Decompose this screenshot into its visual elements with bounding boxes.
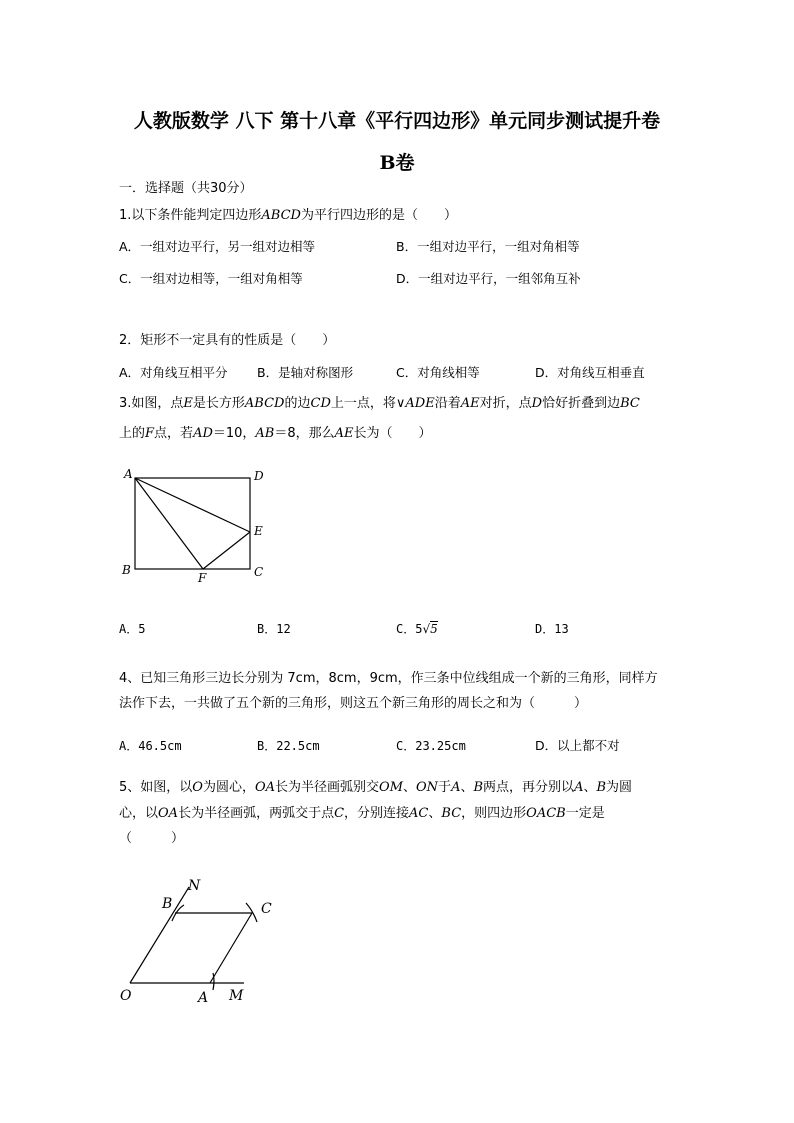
label-a: A bbox=[124, 467, 133, 481]
q3-stem-line2: 上的F点，若AD＝10，AB＝8，那么AE长为（ ） bbox=[119, 426, 432, 441]
q1-option-b[interactable]: B．一组对边平行，一组对角相等 bbox=[396, 239, 580, 254]
q5-stem-line2: 心，以OA长为半径画弧，两弧交于点C，分别连接AC、BC，则四边形OACB一定是 bbox=[119, 806, 605, 821]
q3-option-a[interactable]: A．5 bbox=[119, 622, 146, 636]
q3-figure-rectangle bbox=[112, 462, 274, 586]
q3-option-d[interactable]: D．13 bbox=[535, 622, 569, 636]
q5-stem-line1: 5、如图，以O为圆心，OA长为半径画弧别交OM、ON于A、B两点，再分别以A、B为圆 bbox=[119, 780, 633, 795]
arc-at-a bbox=[213, 973, 214, 990]
q5-stem-line3: （ ） bbox=[119, 831, 185, 846]
label-c: C bbox=[254, 565, 264, 579]
label-b: B bbox=[162, 896, 173, 912]
section-heading: 一．选择题（共30分） bbox=[119, 181, 253, 196]
q4-option-c[interactable]: C．23.25cm bbox=[396, 739, 466, 753]
segment-fe bbox=[203, 532, 250, 569]
document-title: 人教版数学 八下 第十八章《平行四边形》单元同步测试提升卷 bbox=[133, 110, 661, 132]
q2-option-a[interactable]: A．对角线互相平分 bbox=[119, 365, 228, 380]
q4-stem-line2: 法作下去，一共做了五个新的三角形，则这五个新三角形的周长之和为（ ） bbox=[119, 696, 588, 711]
q1-option-c[interactable]: C．一组对边相等，一组对角相等 bbox=[119, 271, 303, 286]
sqrt-radicand: 5 bbox=[430, 622, 438, 636]
q3-stem-line1: 3.如图，点E是长方形ABCD的边CD上一点，将∨ADE沿着AE对折，点D恰好折叠到边BC bbox=[119, 396, 640, 411]
q3-option-c[interactable]: C．5√5 bbox=[396, 622, 438, 636]
label-o: O bbox=[120, 988, 132, 1004]
q2-stem: 2．矩形不一定具有的性质是（ ） bbox=[119, 333, 336, 348]
segment-ac bbox=[210, 913, 252, 983]
label-m: M bbox=[229, 988, 244, 1004]
label-b: B bbox=[122, 563, 131, 577]
q5-figure-rhombus bbox=[112, 870, 287, 1010]
ray-on bbox=[130, 887, 189, 983]
document-subtitle: B卷 bbox=[379, 152, 415, 174]
segment-ae bbox=[135, 478, 250, 532]
label-f: F bbox=[198, 571, 207, 585]
q4-stem-line1: 4、已知三角形三边长分别为 7cm，8cm，9cm，作三条中位线组成一个新的三角形，同样方 bbox=[119, 671, 658, 686]
q1-option-d[interactable]: D．一组对边平行，一组邻角互补 bbox=[396, 271, 581, 286]
q4-option-a[interactable]: A．46.5cm bbox=[119, 739, 182, 753]
label-n: N bbox=[188, 878, 201, 894]
segment-af bbox=[135, 478, 203, 569]
label-d: D bbox=[254, 469, 264, 483]
q4-option-b[interactable]: B．22.5cm bbox=[257, 739, 320, 753]
q3-option-b[interactable]: B．12 bbox=[257, 622, 291, 636]
q2-option-c[interactable]: C．对角线相等 bbox=[396, 365, 480, 380]
q1-option-a[interactable]: A．一组对边平行，另一组对边相等 bbox=[119, 239, 316, 254]
sqrt-symbol: √ bbox=[422, 622, 431, 636]
label-c: C bbox=[261, 901, 272, 917]
label-a: A bbox=[198, 990, 209, 1006]
label-e: E bbox=[254, 524, 263, 538]
q2-option-b[interactable]: B．是轴对称图形 bbox=[257, 365, 354, 380]
q1-stem: 1.以下条件能判定四边形ABCD为平行四边形的是（ ） bbox=[119, 208, 457, 223]
q4-option-d[interactable]: D．以上都不对 bbox=[535, 738, 620, 753]
q2-option-d[interactable]: D．对角线互相垂直 bbox=[535, 365, 645, 380]
